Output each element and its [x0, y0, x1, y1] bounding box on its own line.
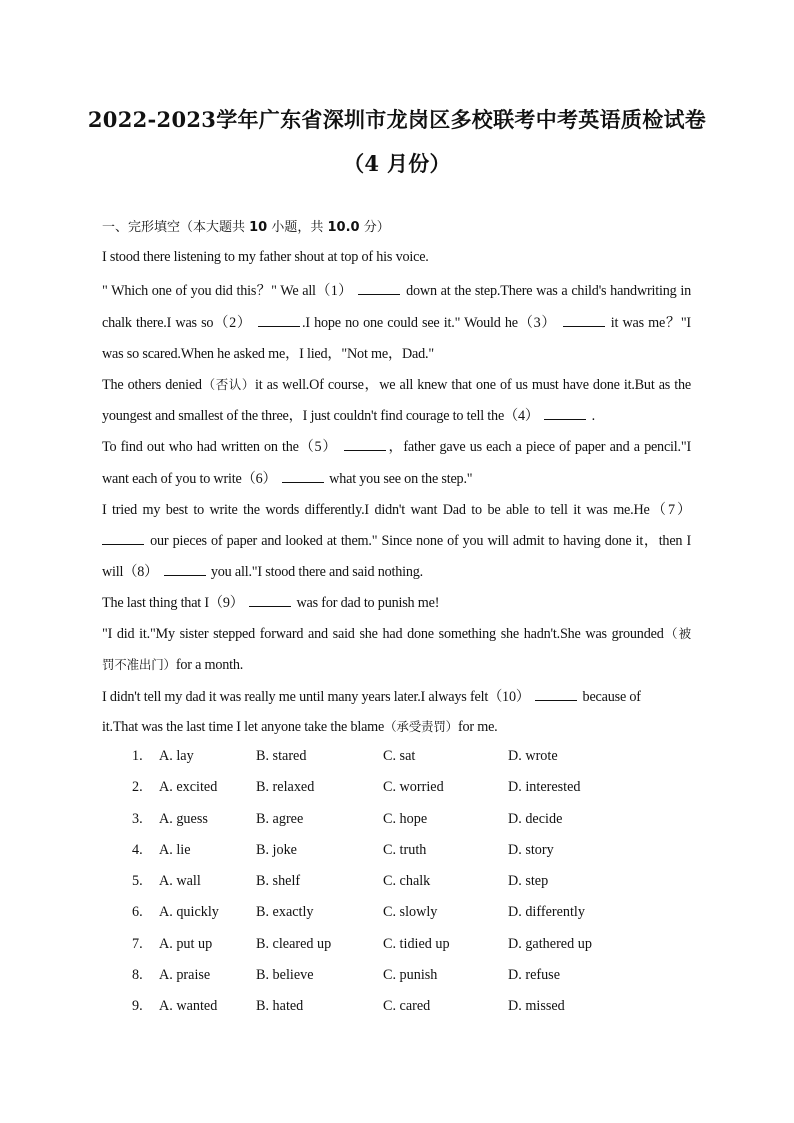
passage-line: chalk there.I was so（2） .I hope no one could see it." Would he（3） it was me？"I — [102, 315, 691, 331]
question-number: 2. — [132, 779, 143, 795]
option-b[interactable]: B. cleared up — [256, 936, 332, 952]
option-b[interactable]: B. relaxed — [256, 779, 315, 795]
question-number: 4. — [132, 842, 143, 858]
question-row — [0, 811, 794, 831]
option-c[interactable]: C. tidied up — [383, 936, 450, 952]
passage-line: 罚不准出门）for a month. — [102, 657, 244, 673]
question-number: 9. — [132, 998, 143, 1014]
option-d[interactable]: D. decide — [508, 811, 563, 827]
blank-9 — [249, 595, 291, 607]
option-c[interactable]: C. cared — [383, 998, 431, 1014]
passage-line: I didn't tell my dad it was really me until many years later.I always felt（10） because of — [102, 689, 641, 705]
passage-line: "I did it."My sister stepped forward and said she had done something she hadn't.She was grounded（被 — [102, 626, 691, 642]
option-d[interactable]: D. wrote — [508, 748, 558, 764]
option-d[interactable]: D. interested — [508, 779, 581, 795]
blank-3 — [563, 315, 605, 327]
blank-4 — [544, 408, 586, 420]
question-row — [0, 904, 794, 924]
question-row — [0, 842, 794, 862]
option-a[interactable]: A. excited — [159, 779, 218, 795]
option-c[interactable]: C. chalk — [383, 873, 431, 889]
question-row — [0, 779, 794, 799]
question-number: 3. — [132, 811, 143, 827]
option-a[interactable]: A. wanted — [159, 998, 218, 1014]
passage-line: our pieces of paper and looked at them." Since none of you will admit to having done it，then I — [102, 530, 691, 550]
option-c[interactable]: C. worried — [383, 779, 444, 795]
option-b[interactable]: B. shelf — [256, 873, 301, 889]
passage-line: I tried my best to write the words differently.I didn't want Dad to be able to tell it was me.He（7） — [102, 502, 691, 518]
passage-line: The last thing that I（9） was for dad to punish me! — [102, 595, 440, 611]
blank-8 — [164, 564, 206, 576]
blank-1 — [358, 283, 400, 295]
section-count: 10 — [249, 220, 268, 235]
blank-5 — [344, 439, 386, 451]
blank-10 — [535, 689, 577, 701]
option-a[interactable]: A. wall — [159, 873, 201, 889]
option-d[interactable]: D. differently — [508, 904, 585, 920]
passage-line: youngest and smallest of the three，I just couldn't find courage to tell the（4） . — [102, 408, 595, 424]
option-c[interactable]: C. sat — [383, 748, 416, 764]
passage-line: will（8） you all."I stood there and said nothing. — [102, 564, 423, 580]
question-row — [0, 873, 794, 893]
option-b[interactable]: B. stared — [256, 748, 307, 764]
option-a[interactable]: A. lie — [159, 842, 191, 858]
option-b[interactable]: B. joke — [256, 842, 297, 858]
exam-title: 2022-2023学年广东省深圳市龙岗区多校联考中考英语质检试卷 — [87, 107, 707, 132]
question-number: 5. — [132, 873, 143, 889]
option-d[interactable]: D. step — [508, 873, 549, 889]
option-a[interactable]: A. praise — [159, 967, 211, 983]
passage-line: was so scared.When he asked me，I lied，"Not me，Dad." — [102, 346, 434, 362]
option-c[interactable]: C. hope — [383, 811, 428, 827]
option-c[interactable]: C. truth — [383, 842, 427, 858]
option-d[interactable]: D. refuse — [508, 967, 560, 983]
passage-line: To find out who had written on the（5） ，father gave us each a piece of paper and a pencil."I — [102, 439, 691, 455]
option-d[interactable]: D. gathered up — [508, 936, 592, 952]
question-row — [0, 936, 794, 956]
option-b[interactable]: B. agree — [256, 811, 304, 827]
question-row — [0, 748, 794, 768]
blank-7 — [102, 533, 144, 545]
option-a[interactable]: A. guess — [159, 811, 208, 827]
passage-line: The others denied（否认）it as well.Of course，we all knew that one of us must have done it.But as the — [102, 377, 691, 393]
question-row — [0, 967, 794, 987]
section-score: 10.0 — [327, 220, 360, 235]
option-b[interactable]: B. hated — [256, 998, 304, 1014]
passage-line: " Which one of you did this？" We all（1） down at the step.There was a child's handwriting in — [102, 283, 691, 299]
option-a[interactable]: A. put up — [159, 936, 213, 952]
option-c[interactable]: C. slowly — [383, 904, 438, 920]
passage-line: it.That was the last time I let anyone take the blame（承受责罚）for me. — [102, 719, 498, 735]
exam-title-month: （4 月份） — [343, 151, 451, 176]
question-number: 6. — [132, 904, 143, 920]
option-b[interactable]: B. believe — [256, 967, 314, 983]
option-d[interactable]: D. missed — [508, 998, 565, 1014]
blank-6 — [282, 471, 324, 483]
question-number: 7. — [132, 936, 143, 952]
passage-line: want each of you to write（6） what you see on the step." — [102, 471, 473, 487]
option-a[interactable]: A. quickly — [159, 904, 219, 920]
question-number: 8. — [132, 967, 143, 983]
section-heading: 一、完形填空（本大题共 10 小题，共 10.0 分） — [102, 220, 390, 235]
passage-line: I stood there listening to my father shout at top of his voice. — [102, 249, 429, 265]
option-b[interactable]: B. exactly — [256, 904, 314, 920]
option-c[interactable]: C. punish — [383, 967, 438, 983]
blank-2 — [258, 315, 300, 327]
option-a[interactable]: A. lay — [159, 748, 194, 764]
question-number: 1. — [132, 748, 143, 764]
option-d[interactable]: D. story — [508, 842, 554, 858]
question-row — [0, 998, 794, 1018]
